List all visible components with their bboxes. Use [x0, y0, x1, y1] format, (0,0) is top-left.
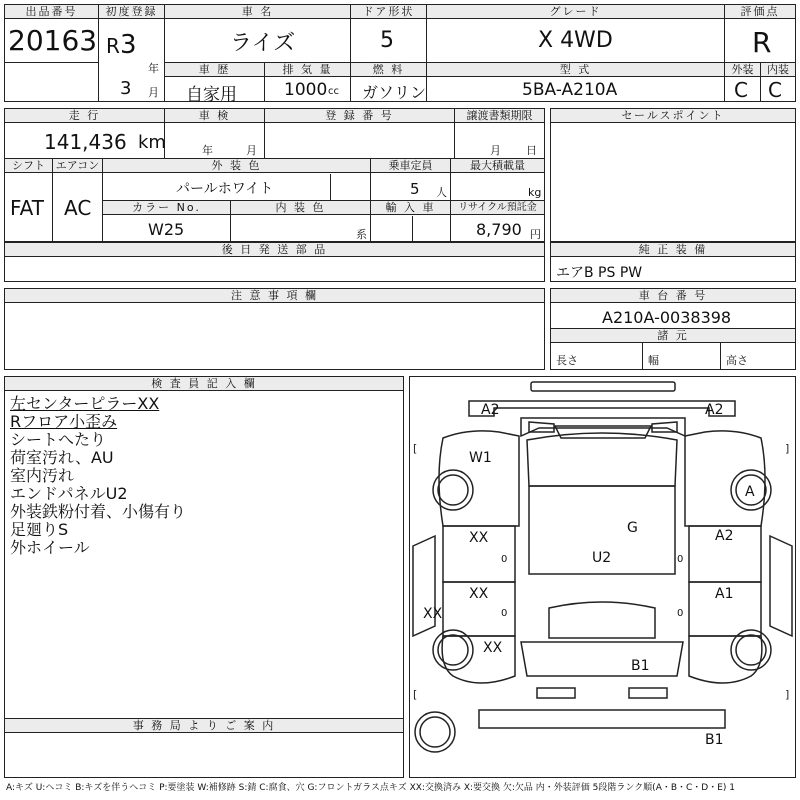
mark-a2-right: A2 [715, 528, 734, 544]
ext-label: 外装 [725, 63, 760, 77]
chassis-label: 車 台 番 号 [551, 289, 795, 303]
transfer-label: 譲渡書類期限 [455, 109, 544, 123]
mark-a-tire: A [745, 484, 755, 500]
capacity-value: 5 [410, 180, 420, 198]
history-label: 車 歴 [165, 63, 264, 77]
height-label: 高さ [726, 354, 748, 367]
note-line: 外装鉄粉付着、小傷有り [10, 502, 187, 521]
svg-text:]: ] [785, 442, 790, 455]
era: R [106, 34, 120, 58]
mark-u2: U2 [592, 550, 612, 566]
mark-xx-left-front: XX [469, 530, 489, 546]
details-box [4, 108, 545, 242]
sales-point-box [550, 108, 796, 242]
recycle-label: リサイクル預託金 [451, 201, 544, 215]
fuel-value: ガソリン [362, 83, 427, 102]
sales-label: セールスポイント [551, 109, 795, 123]
chassis-value: A210A-0038398 [602, 308, 732, 327]
mark-b1-rear: B1 [705, 732, 724, 748]
inspector-notes [10, 395, 186, 557]
grade-value: X 4WD [538, 28, 613, 53]
mark-zero: 0 [677, 554, 684, 565]
mark-xx-left-rear: XX [469, 586, 489, 602]
width-label: 幅 [648, 354, 659, 367]
mark-g: G [627, 520, 638, 536]
ac-label: エアコン [53, 159, 102, 173]
equip-value: エアB PS PW [556, 265, 643, 281]
reg-month: 3 [120, 78, 132, 99]
maxload-label: 最大積載量 [451, 159, 544, 173]
insp-year: 年 [202, 144, 213, 157]
model-label: 型 式 [427, 63, 724, 77]
grade-label: グレード [427, 5, 724, 19]
car-name: ライズ [230, 31, 296, 56]
month-unit: 月 [148, 86, 159, 99]
shift-label: シフト [5, 159, 52, 173]
car-diagram [409, 376, 796, 778]
svg-text:[: [ [413, 442, 418, 455]
maxload-unit: kg [528, 186, 542, 199]
displacement-value: 1000 [284, 80, 328, 100]
note-line: 外ホイール [10, 538, 90, 557]
displacement-label: 排 気 量 [265, 63, 350, 77]
mark-zero: 0 [501, 608, 508, 619]
mark-a2-front-right: A2 [705, 402, 724, 418]
note-line: エンドパネルU2 [10, 484, 128, 503]
mileage-value: 141,436 [44, 130, 127, 154]
fuel-label: 燃 料 [351, 63, 426, 77]
intcolor-unit: 系 [356, 228, 367, 241]
transfer-month: 月 [490, 144, 501, 157]
inspection-label: 車 検 [165, 109, 264, 123]
equip-label: 純 正 装 備 [551, 243, 795, 257]
color-label: 外 装 色 [103, 159, 370, 173]
lot-value: 20163 [8, 24, 98, 57]
ac-value: AC [64, 196, 92, 220]
mark-zero: 0 [501, 554, 508, 565]
intcolor-label: 内 装 色 [231, 201, 370, 215]
office-label: 事 務 局 よ り ご 案 内 [5, 719, 403, 733]
later-label: 後 日 発 送 部 品 [5, 243, 544, 257]
colorno-value: W25 [148, 220, 185, 239]
year-unit: 年 [148, 62, 159, 75]
note-line: Rフロア小歪み [10, 412, 118, 431]
doors-value: 5 [380, 28, 394, 53]
caution-label: 注 意 事 項 欄 [5, 289, 544, 303]
note-line: シートへたり [10, 430, 107, 449]
mark-xx-side: XX [423, 606, 443, 622]
svg-text:[: [ [413, 688, 418, 701]
transfer-day: 日 [526, 144, 537, 157]
shift-value: FAT [10, 196, 45, 220]
first-reg-label: 初度登録 [99, 5, 164, 19]
note-line: 荷室汚れ、AU [10, 448, 114, 467]
reg-year: 3 [120, 30, 137, 60]
capacity-unit: 人 [436, 186, 447, 199]
mileage-label: 走 行 [5, 109, 164, 123]
inspector-label: 検 査 員 記 入 欄 [5, 377, 403, 391]
mark-zero: 0 [677, 608, 684, 619]
doors-label: ドア形状 [351, 5, 426, 19]
ext-value: C [734, 78, 748, 102]
score-value: R [752, 26, 772, 59]
legend: A:キズ U:ヘコミ B:キズを伴うヘコミ P:要塗装 W:補修跡 S:錆 C:腐食、穴 G:フロントガラス点キズ XX:交換済み X:要交換 欠:欠品 内・外装評価 5段階ランク順(A・B・C・D・E) 1 [6, 783, 736, 793]
model-value: 5BA-A210A [522, 80, 618, 100]
lot-label: 出品番号 [5, 5, 98, 19]
svg-text:]: ] [785, 688, 790, 701]
score-label: 評価点 [725, 5, 795, 19]
dims-label: 諸 元 [551, 329, 795, 343]
history-value: 自家用 [186, 85, 237, 105]
mark-a1: A1 [715, 586, 734, 602]
note-line: 足廻りS [10, 520, 69, 539]
colorno-label: カラー No. [103, 201, 230, 215]
import-label: 輸 入 車 [371, 201, 450, 215]
length-label: 長さ [556, 354, 578, 367]
note-line: 室内汚れ [10, 466, 75, 485]
mark-xx-left-quarter: XX [483, 640, 503, 656]
plate-label: 登 録 番 号 [265, 109, 454, 123]
recycle-unit: 円 [530, 228, 541, 241]
mileage-unit: km [138, 132, 166, 153]
displacement-unit: cc [328, 86, 339, 97]
int-label: 内装 [761, 63, 795, 77]
mark-w1: W1 [469, 450, 492, 466]
note-line: 左センターピラーXX [10, 394, 160, 413]
recycle-value: 8,790 [476, 220, 522, 239]
name-label: 車 名 [165, 5, 350, 19]
int-value: C [768, 78, 782, 102]
color-value: パールホワイト [176, 181, 274, 197]
mark-b1-center: B1 [631, 658, 650, 674]
insp-month: 月 [246, 144, 257, 157]
mark-a2-front-left: A2 [481, 402, 500, 418]
capacity-label: 乗車定員 [371, 159, 450, 173]
